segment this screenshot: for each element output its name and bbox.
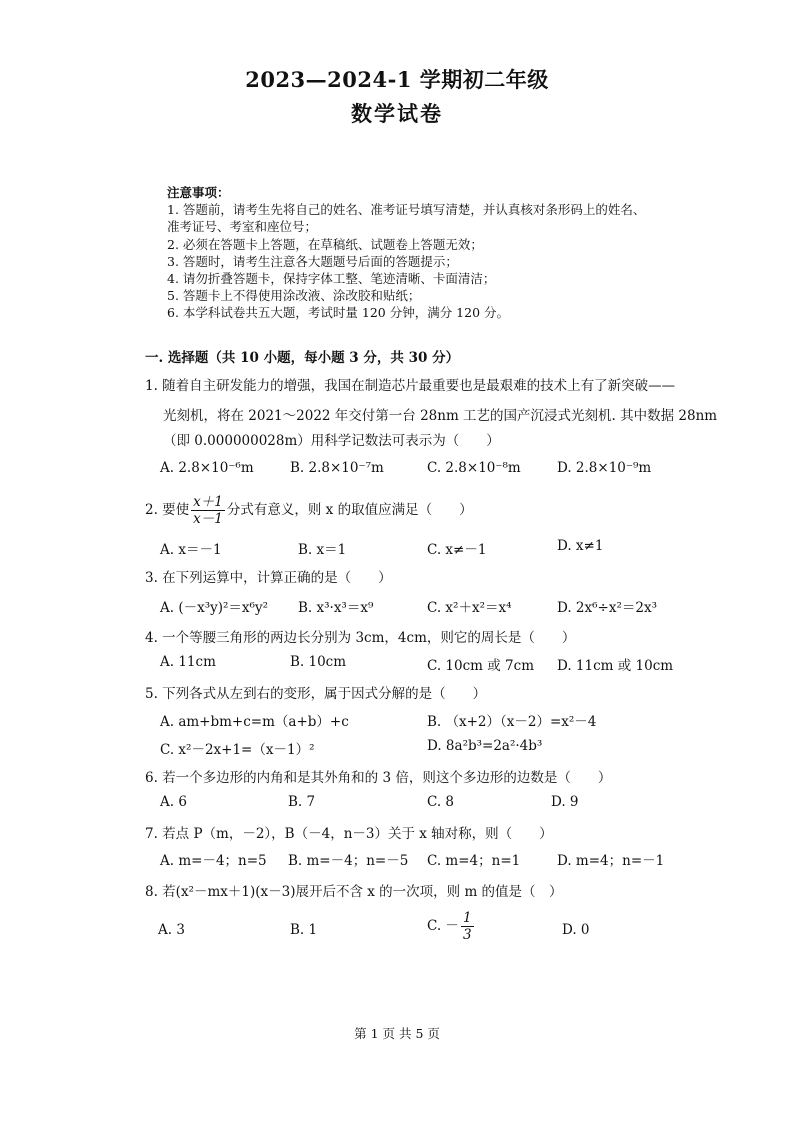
notice-item: 1. 答题前，请考生先将自己的姓名、准考证号填写清楚，并认真核对条形码上的姓名、 [167, 202, 646, 218]
q2-option-c: C. x≠－1 [427, 542, 487, 558]
q7-option-d: D. m=4；n=－1 [557, 853, 665, 869]
q6-option-a: A. 6 [160, 794, 187, 810]
q4-option-a: A. 11cm [160, 654, 216, 670]
q5-option-a: A. am+bm+c=m（a+b）+c [160, 714, 349, 730]
q8-c-numerator: 1 [462, 910, 472, 926]
question-3-stem: 3. 在下列运算中，计算正确的是（ ） [145, 570, 392, 586]
q4-option-c: C. 10cm 或 7cm [427, 658, 535, 674]
q4-option-b: B. 10cm [290, 654, 347, 670]
notice-item: 准考证号、考室和座位号； [167, 219, 318, 235]
q1-option-d: D. 2.8×10⁻⁹m [557, 460, 652, 476]
q2-prefix: 2. 要使 [145, 502, 190, 518]
q5-option-c: C. x²－2x+1=（x－1）² [160, 742, 315, 758]
q2-numerator: x＋1 [193, 494, 223, 510]
q2-fraction [191, 494, 225, 527]
q2-option-b: B. x＝1 [298, 542, 347, 558]
exam-subtitle: 数学试卷 [351, 101, 443, 126]
q7-option-a: A. m=－4；n=5 [160, 853, 267, 869]
notice-item: 6. 本学科试卷共五大题，考试时量 120 分钟，满分 120 分。 [167, 305, 510, 321]
q1-option-c: C. 2.8×10⁻⁸m [427, 460, 521, 476]
q3-option-b: B. x³·x³＝x⁹ [298, 600, 374, 616]
q1-option-b: B. 2.8×10⁻⁷m [290, 460, 384, 476]
q1-option-a: A. 2.8×10⁻⁶m [160, 460, 254, 476]
question-5-stem: 5. 下列各式从左到右的变形，属于因式分解的是（ ） [145, 686, 487, 702]
question-2-stem [145, 494, 473, 527]
section-title: 一. 选择题（共 10 小题，每小题 3 分，共 30 分） [145, 350, 460, 366]
q8-option-d: D. 0 [562, 922, 590, 938]
q2-option-a: A. x＝－1 [160, 542, 222, 558]
question-4-stem: 4. 一个等腰三角形的两边长分别为 3cm，4cm，则它的周长是（ ） [145, 630, 576, 646]
question-1-line-3: （即 0.000000028m）用科学记数法可表示为（ ） [163, 433, 500, 449]
exam-title: 2023—2024-1 学期初二年级 [245, 67, 549, 92]
question-8-stem: 8. 若(x²－mx＋1)(x－3)展开后不含 x 的一次项，则 m 的值是（ ） [145, 884, 563, 900]
q7-option-c: C. m=4；n=1 [427, 853, 521, 869]
q6-option-d: D. 9 [551, 794, 579, 810]
q6-option-c: C. 8 [427, 794, 455, 810]
notice-item: 5. 答题卡上不得使用涂改液、涂改胶和贴纸； [167, 288, 421, 304]
notice-item: 2. 必须在答题卡上答题，在草稿纸、试题卷上答题无效； [167, 236, 483, 252]
question-1-line-2: 光刻机，将在 2021～2022 年交付第一台 28nm 工艺的国产沉浸式光刻机. 其中数据 28nm [163, 408, 718, 424]
q8-c-denominator: 3 [462, 927, 472, 943]
q5-option-b: B. （x+2）（x－2）=x²－4 [427, 714, 597, 730]
q7-option-b: B. m=－4；n=－5 [288, 853, 409, 869]
q3-option-d: D. 2x⁶÷x²＝2x³ [557, 600, 657, 616]
q2-suffix: 分式有意义，则 x 的取值应满足（ ） [226, 502, 473, 518]
notice-item: 3. 答题时，请考生注意各大题题号后面的答题提示； [167, 253, 458, 269]
q3-option-c: C. x²＋x²＝x⁴ [427, 600, 512, 616]
notice-heading: 注意事项： [167, 185, 230, 200]
notice-block [167, 184, 707, 322]
q2-option-d: D. x≠1 [557, 538, 604, 554]
q4-option-d: D. 11cm 或 10cm [557, 658, 674, 674]
q8-option-c [427, 910, 476, 943]
q8-option-a: A. 3 [158, 922, 185, 938]
q8-option-b: B. 1 [290, 922, 318, 938]
q6-option-b: B. 7 [288, 794, 316, 810]
question-6-stem: 6. 若一个多边形的内角和是其外角和的 3 倍，则这个多边形的边数是（ ） [145, 770, 612, 786]
q3-option-a: A. (－x³y)²＝x⁶y² [160, 600, 268, 616]
question-1-line-1: 1. 随着自主研发能力的增强，我国在制造芯片最重要也是最艰难的技术上有了新突破—— [145, 378, 676, 394]
q5-option-d: D. 8a²b³=2a²·4b³ [427, 738, 543, 754]
question-7-stem: 7. 若点 P（m，－2），B（－4，n－3）关于 x 轴对称，则（ ） [145, 826, 553, 842]
q8-option-c-fraction [461, 910, 474, 943]
q2-denominator: x－1 [193, 511, 223, 527]
page-footer: 第 1 页 共 5 页 [354, 1026, 440, 1041]
notice-item: 4. 请勿折叠答题卡，保持字体工整、笔迹清晰、卡面清洁； [167, 271, 496, 287]
q8-option-c-label: C. － [427, 918, 459, 934]
